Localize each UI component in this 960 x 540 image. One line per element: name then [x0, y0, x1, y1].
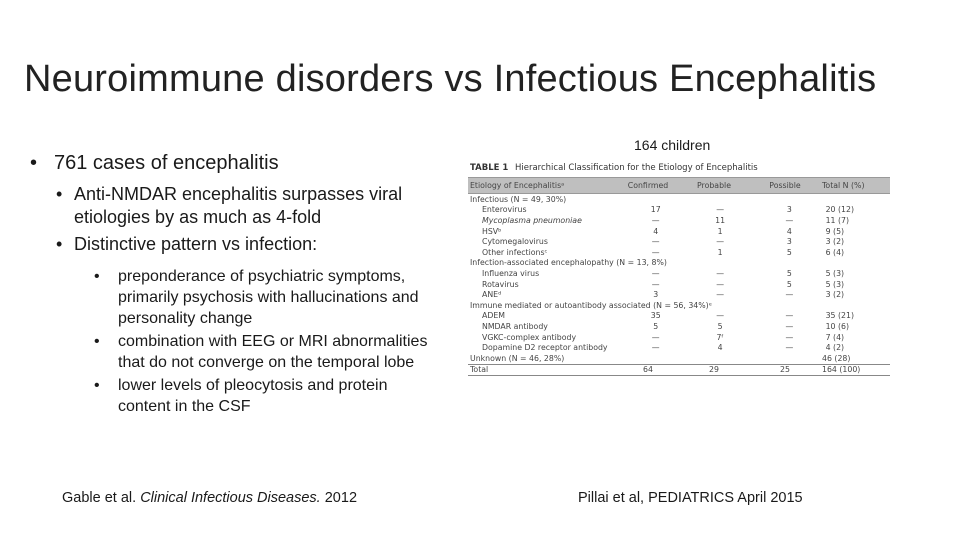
- table-cell: 3 (2): [825, 290, 845, 300]
- table-cell: 7ᶠ: [716, 332, 724, 342]
- table-cell: 7 (4): [825, 332, 845, 342]
- table-cell: 46 (28): [822, 353, 851, 363]
- table-row: [468, 342, 890, 353]
- table-cell: 4 (2): [825, 343, 845, 353]
- table-cell: 4: [653, 226, 659, 236]
- table-cell: —: [716, 279, 724, 289]
- table-cell: 3: [786, 205, 792, 215]
- bullet-text: Distinctive pattern vs infection:: [74, 234, 318, 254]
- table-cell: Cytomegalovirus: [482, 237, 548, 247]
- table-cell: 10 (6): [825, 321, 850, 331]
- table-cell: 3: [653, 290, 659, 300]
- bullet-dot-icon: •: [94, 377, 100, 394]
- bullet-text: Anti-NMDAR encephalitis surpasses viral etiologies by as much as 4-fold: [74, 184, 403, 227]
- table-cell: NMDAR antibody: [482, 321, 548, 331]
- table-cell: Influenza virus: [482, 268, 540, 278]
- bullet-level3: [94, 331, 440, 373]
- table-row: [468, 247, 890, 258]
- table-cell: 17: [650, 205, 661, 215]
- citation-authors: Gable et al.: [62, 490, 141, 506]
- bullet-text: preponderance of psychiatric symptoms, primarily psychosis with hallucinations and personality change: [118, 268, 419, 327]
- table-cell: 25: [780, 365, 790, 375]
- table-header-cell: Etiology of Encephalitisᵃ: [470, 181, 565, 190]
- table-row: [468, 332, 890, 343]
- table-cell: 11 (7): [825, 215, 850, 225]
- table-cell: —: [651, 332, 660, 342]
- table-row: [468, 236, 890, 247]
- table-cell: ADEM: [482, 311, 505, 321]
- table-cell: 5: [653, 321, 659, 331]
- table-cell: —: [716, 237, 724, 247]
- table-row: [468, 279, 890, 290]
- bullet-text: 761 cases of encephalitis: [54, 152, 279, 174]
- table-cell: 4: [786, 226, 792, 236]
- table-cell: Total: [470, 365, 489, 375]
- citation-left: [62, 490, 357, 506]
- table-cell: —: [651, 247, 660, 257]
- table-cell: Dopamine D2 receptor antibody: [482, 343, 608, 353]
- citation-right: Pillai et al, PEDIATRICS April 2015: [578, 490, 803, 506]
- bullet-dot-icon: •: [30, 152, 38, 174]
- table-row: [468, 205, 890, 216]
- table-cell: —: [716, 205, 724, 215]
- citation-year: 2012: [320, 490, 358, 506]
- table-cell: 5: [786, 247, 792, 257]
- table-cell: HSVᵇ: [482, 226, 502, 236]
- table-cell: 5 (3): [825, 268, 845, 278]
- table-cell: 5 (3): [825, 279, 845, 289]
- table-header-cell: Confirmed: [627, 181, 669, 190]
- table-cell: 11: [715, 215, 726, 225]
- bullet-dot-icon: •: [56, 184, 63, 204]
- table-cell: —: [716, 311, 724, 321]
- table-cell: Infection-associated encephalopathy (N = 13, 8%): [470, 258, 667, 268]
- table-cell: 5: [717, 321, 723, 331]
- table-row: [468, 194, 890, 205]
- table-cell: —: [785, 215, 794, 225]
- table-cell: —: [785, 332, 794, 342]
- table-cell: 164 (100): [822, 365, 861, 375]
- table-body: [468, 194, 890, 376]
- table-row: [468, 215, 890, 226]
- table-cell: Immune mediated or autoantibody associated (N = 56, 34%)ᵉ: [470, 300, 712, 310]
- table-row: [468, 300, 890, 311]
- table-cell: 3 (2): [825, 237, 845, 247]
- table-cell: Infectious (N = 49, 30%): [470, 194, 567, 204]
- table-cell: —: [716, 268, 724, 278]
- bullet-level2: [56, 233, 440, 256]
- table-cell: —: [785, 290, 794, 300]
- table-cell: Unknown (N = 46, 28%): [470, 353, 565, 363]
- bullet-dot-icon: •: [94, 333, 100, 350]
- table-cell: 5: [786, 268, 792, 278]
- table-cell: 9 (5): [825, 226, 845, 236]
- bullet-level1: [30, 152, 440, 175]
- table-cell: 20 (12): [825, 205, 854, 215]
- bullet-text: lower levels of pleocytosis and protein content in the CSF: [118, 377, 388, 415]
- children-count-label: 164 children: [634, 137, 711, 153]
- table-cell: 3: [786, 237, 792, 247]
- table-cell: 4: [717, 343, 723, 353]
- table-cell: —: [651, 215, 660, 225]
- bullet-level3: [94, 375, 440, 417]
- table-cell: Enterovirus: [482, 205, 527, 215]
- table-cell: Mycoplasma pneumoniae: [482, 215, 582, 225]
- table-cell: 35 (21): [825, 311, 854, 321]
- bullet-dot-icon: •: [94, 268, 100, 285]
- bullet-level2: [56, 183, 440, 229]
- table-caption: [468, 162, 890, 177]
- table-cell: Other infectionsᶜ: [482, 247, 548, 257]
- table-header-cell: Probable: [696, 181, 731, 190]
- table-row: [468, 311, 890, 322]
- table-cell: —: [785, 343, 794, 353]
- table-cell: ANEᵈ: [482, 290, 502, 300]
- table-row: [468, 353, 890, 364]
- table-header-cell: Total N (%): [822, 181, 865, 190]
- table-cell: 35: [650, 311, 661, 321]
- table-cell: VGKC-complex antibody: [482, 332, 577, 342]
- table-header: [468, 177, 890, 194]
- citation-journal: Clinical Infectious Diseases.: [140, 490, 321, 506]
- etiology-table: [468, 162, 890, 376]
- table-row: [468, 226, 890, 237]
- bullet-text: combination with EEG or MRI abnormalities that do not converge on the temporal lobe: [118, 333, 428, 371]
- table-caption-text: Hierarchical Classification for the Etiology of Encephalitis: [515, 163, 758, 173]
- table-cell: 1: [717, 226, 723, 236]
- table-label: TABLE 1: [470, 163, 509, 173]
- table-cell: 1: [717, 247, 723, 257]
- table-cell: 5: [786, 279, 792, 289]
- table-header-cell: Possible: [769, 181, 801, 190]
- bullet-level3: [94, 266, 440, 329]
- bullet-list: [30, 152, 440, 419]
- table-row: [468, 289, 890, 300]
- table-cell: —: [651, 279, 660, 289]
- table-cell: Rotavirus: [482, 279, 519, 289]
- table-row: [468, 364, 890, 377]
- table-cell: 6 (4): [825, 247, 845, 257]
- table-cell: 29: [709, 365, 719, 375]
- table-row: [468, 258, 890, 269]
- slide-title: Neuroimmune disorders vs Infectious Encephalitis: [24, 58, 877, 100]
- table-row: [468, 321, 890, 332]
- table-cell: —: [785, 311, 794, 321]
- table-cell: —: [651, 237, 660, 247]
- table-cell: —: [651, 268, 660, 278]
- table-cell: 64: [643, 365, 653, 375]
- table-cell: —: [651, 343, 660, 353]
- bullet-dot-icon: •: [56, 234, 63, 254]
- table-cell: —: [716, 290, 724, 300]
- table-row: [468, 268, 890, 279]
- table-cell: —: [785, 321, 794, 331]
